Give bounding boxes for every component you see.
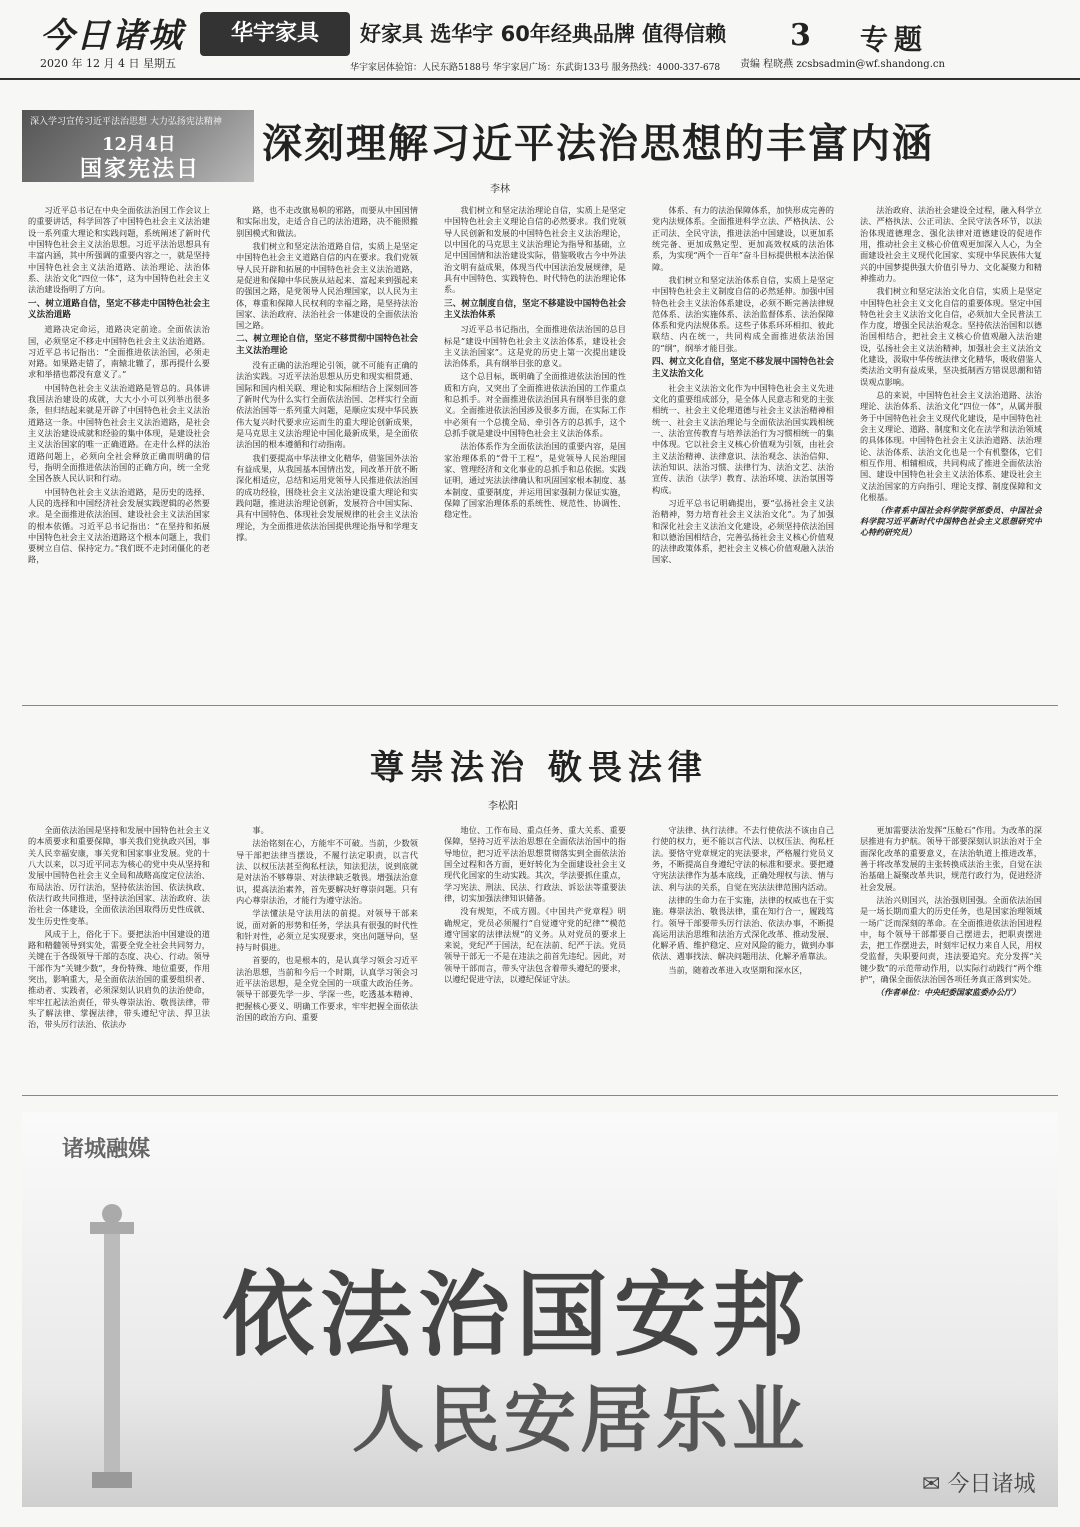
masthead	[0, 0, 1080, 80]
article1-column-3	[444, 205, 626, 697]
paragraph: 我们树立和坚定法治道路自信，实质上是坚定中国特色社会主义道路自信的内在要求。我们党领导人民开辟和拓展的中国特色社会主义法治道路，是促进和保障中华民族从站起来、富起来到强起来的强国之路，是党领导人民治理国家，以人民为主体，尊重和保障人民权利的幸福之路，是坚持法治国家、法治政府、法治社会一体建设的全面依法治国之路。	[236, 240, 418, 331]
section-heading: 二、树立理论自信，坚定不移贯彻中国特色社会主义法治理论	[236, 334, 418, 357]
page-number: 3	[790, 18, 811, 53]
article2-author: 李松阳	[488, 801, 518, 812]
poster-slogan-line-2: 人民安居乐业	[352, 1377, 809, 1462]
banner-subtitle: 深入学习宣传习近平法治思想 大力弘扬宪法精神	[30, 117, 222, 127]
paragraph: 更加需要法治发挥“压舱石”作用。为改革的深层推进有力护航。领导干部要深刻认识法治对于全面深化改革的重要意义，在法治轨道上推进改革，善于将改革发展的主张转换成法治主张，自觉在法治基础上凝聚改革共识，规范行政行为，促进经济社会发展。	[860, 825, 1042, 892]
section-divider	[22, 1095, 1058, 1096]
paragraph: 习近平总书记指出，全面推进依法治国的总目标是“建设中国特色社会主义法治体系，建设社会主义法治国家”。这是党的历史上第一次提出建设法治体系，具有纲举目张的意义。	[444, 324, 626, 369]
banner-title: 国家宪法日	[80, 156, 201, 182]
author-note: （作者系中国社会科学院学部委员、中国社会科学院习近平新时代中国特色社会主义思想研究中心特约研究员）	[860, 505, 1042, 538]
paragraph: 我们要提高中华法律文化精华，借鉴国外法治有益成果，从我国基本国情出发，同改革开放不断深化相适应，总结和运用党领导人民推进依法治国的成功经验，围绕社会主义法治建设重大理论和实践问题，推进法治理论创新，发展符合中国实际、具有中国特色、体现社会发展规律的社会主义法治理论，为全面推进依法治国提供理论指导和学理支撑。	[236, 452, 418, 542]
huabiao-pillar-icon	[82, 1192, 142, 1492]
paragraph: 我们树立和坚定法治体系自信，实质上是坚定中国特色社会主义制度自信的必然延伸。加强中国特色社会主义法治体系建设，必须不断完善法律规范体系、法治实施体系、法治监督体系、法治保障体系和党内法规体系。这些子体系环环相扣、彼此联结、内在统一，共同构成全面推进依法治国的“纲”，纲举才能目张。	[652, 274, 834, 353]
article2-column-3	[444, 825, 626, 1087]
paragraph: 当前，随着改革进入攻坚期和深水区，	[668, 964, 808, 975]
ad-logo: 华宇家具	[200, 12, 350, 56]
ad-slogan: 好家具 选华宇 60年经典品牌 值得信赖	[360, 22, 727, 46]
page-section: 专题	[860, 23, 929, 56]
wechat-account: 今日诸城	[947, 1472, 1036, 1497]
paragraph: 没有规矩，不成方圆。《中国共产党章程》明确规定，党员必须履行“自觉遵守党的纪律”“模范遵守国家的法律法规”的义务。从对党员的要求上来说，党纪严于国法，纪在法前、纪严于法。党员领导干部无一不是在违法之前首先违纪。因此，对领导干部而言，带头守法包含着带头遵纪的要求，以遵纪促进守法，以遵纪保证守法。	[444, 906, 626, 985]
paragraph: 总的来说，中国特色社会主义法治道路、法治理论、法治体系、法治文化“四位一体”，从属并服务于中国特色社会主义现代化建设，是中国特色社会主义理论、道路、制度和文化在法学和法治领域的具体体现。中国特色社会主义法治道路、法治理论、法治体系、法治文化也是一个有机整体，它们相互作用、相辅相成，共同构成了推进全面依法治国、建设中国特色社会主义法治体系、建设社会主义法治国家的方向指引、理论支撑、制度保障和文化根基。	[860, 390, 1042, 502]
paragraph: 守法律、执行法律。不去行使依法不该由自己行使的权力，更不能以言代法、以权压法、徇私枉法。要恪守党章规定的宪法要求，严格履行党员义务，不断提高自身遵纪守法的标准和要求。要把遵守宪法法律作为基本底线，正确处理权与法、情与法、利与法的关系，自觉在宪法法律范围内活动。	[652, 825, 834, 892]
section-divider	[22, 705, 1058, 706]
article1-column-1	[28, 205, 210, 697]
article2-headline: 尊崇法治 敬畏法律	[370, 748, 708, 788]
banner-date: 12月4日	[102, 134, 176, 155]
paragraph: 道路决定命运，道路决定前途。全面依法治国，必须坚定不移走中国特色社会主义法治道路。习近平总书记指出：“全面推进依法治国，必须走对路。如果路走错了，南辕北辙了，那再提什么要求和举措也都没有意义了。”	[28, 324, 210, 380]
article1-author: 李林	[490, 184, 510, 195]
paragraph: 中国特色社会主义法治道路是管总的。具体讲我国法治建设的成就，大大小小可以列举出很多条，但归结起来就是开辟了中国特色社会主义法治道路这一条。中国特色社会主义法治道路，是社会主义法治建设成就和经验的集中体现，是建设社会主义法治国家的唯一正确道路。在走什么样的法治道路问题上，必须向全社会释放正确而明确的信号，指明全面推进依法治国的正确方向，统一全党全国各族人民认识和行动。	[28, 382, 210, 484]
article2-column-1	[28, 825, 210, 1087]
article2-column-5	[860, 825, 1042, 1087]
paragraph: 习近平总书记在中央全面依法治国工作会议上的重要讲话，科学回答了中国特色社会主义法治建设一系列重大理论和实践问题，系统阐述了新时代中国特色社会主义法治思想。习近平法治思想具有丰富内涵，其中所强调的重要内容之一，就是坚持中国特色社会主义法治道路、法治理论、法治体系、法治文化“四位一体”，这为中国特色社会主义法治建设指明了方向。	[28, 205, 210, 295]
poster-slogan-line-1: 依法治国安邦	[222, 1261, 811, 1369]
advertisement	[200, 12, 727, 73]
editor-line: 责编 程晓燕 zcsbsadmin@wf.shandong.cn	[740, 59, 945, 70]
paragraph: 没有正确的法治理论引领，就不可能有正确的法治实践。习近平法治思想从历史和现实相贯通、国际和国内相关联、理论和实际相结合上深刻回答了新时代为什么实行全面依法治国、怎样实行全面依法治国等一系列重大问题，是顺应实现中华民族伟大复兴时代要求应运而生的重大理论创新成果，是马克思主义法治理论中国化最新成果，是全面依法治国的根本遵循和行动指南。	[236, 360, 418, 450]
section-heading: 四、树立文化自信，坚定不移发展中国特色社会主义法治文化	[652, 357, 834, 379]
paragraph: 法治政府、法治社会建设全过程，融入科学立法、严格执法、公正司法、全民守法各环节，以法治体现道德理念、强化法律对道德建设的促进作用，推动社会主义核心价值观更加深入人心，为全面建设社会主义现代化国家、实现中华民族伟大复兴的中国梦提供强大价值引导力、文化凝聚力和精神推动力。	[860, 205, 1042, 283]
paragraph: 社会主义法治文化作为中国特色社会主义先进文化的重要组成部分，是全体人民意志和党的主张相统一、社会主义伦理道德与社会主义法治精神相统一、社会主义法治理论与全面依法治国实践相统一、法治宣传教育与培养法治行为习惯相统一的集中体现。它以社会主义核心价值观为引领，由社会主义法治精神、法律意识、法治观念、法治信仰、法治知识、法治习惯、法律行为、法治文艺、法治宣传、法治（法学）教育、法治环境、法治氛围等构成。	[652, 382, 834, 495]
article1-headline: 深刻理解习近平法治思想的丰富内涵	[262, 121, 934, 167]
section-heading: 三、树立制度自信，坚定不移建设中国特色社会主义法治体系	[444, 298, 626, 321]
paragraph: 法律的生命力在于实施，法律的权威也在于实施。尊崇法治、敬畏法律，重在知行合一，履践笃行。领导干部要带头厉行法治、依法办事，不断提高运用法治思维和法治方式深化改革、推动发展、化解矛盾、维护稳定、应对风险的能力，做到办事依法、遇事找法、解决问题用法、化解矛盾靠法。	[652, 894, 834, 962]
paragraph: 习近平总书记明确提出，要“弘扬社会主义法治精神，努力培育社会主义法治文化”。为了加强和深化社会主义法治文化建设，必须坚持依法治国和以德治国相结合，完善弘扬社会主义核心价值观的法律政策体系，把社会主义核心价值观融入法治国家、	[652, 497, 834, 565]
poster-brand: 诸城融媒	[62, 1137, 151, 1162]
article2-column-4	[652, 825, 834, 1087]
paragraph: 风成于上，俗化于下。要把法治中国建设的道路和精髓领导到实处，需要全党全社会共同努力，关键在于各级领导干部的态度、决心、行动。领导干部作为“关键少数”，身份特殊、地位重要，作用突出，影响重大，是全面依法治国的重要组织者、推动者、实践者，必须深刻认识肩负的法治使命，牢牢扛起法治责任，带头尊崇法治、敬畏法律，带头了解法律、掌握法律，带头遵纪守法、捍卫法治，带头厉行法治、依法办	[28, 928, 210, 1030]
paragraph: 全面依法治国是坚持和发展中国特色社会主义的本质要求和重要保障，事关我们党执政兴国，事关人民幸福安康，事关党和国家事业发展。党的十八大以来，以习近平同志为核心的党中央从坚持和发展中国特色社会主义全局和战略高度定位法治、布局法治、厉行法治，坚持依法治国、依法执政、依法行政共同推进，坚持法治国家、法治政府、法治社会一体建设，全面依法治国取得历史性成就、发生历史性变革。	[28, 825, 210, 926]
section-heading: 一、树立道路自信，坚定不移走中国特色社会主义法治道路	[28, 298, 210, 321]
paragraph: 我们树立和坚定法治文化自信，实质上是坚定中国特色社会主义文化自信的重要体现。坚定中国特色社会主义法治文化自信，必须加大全民普法工作力度，增强全民法治观念。坚持依法治国和以德治国相结合，把社会主义核心价值观融入法治建设，弘扬社会主义法治精神，加强社会主义法治文化建设，汲取中华传统法律文化精华，吸收借鉴人类法治文明有益成果，坚决抵制西方错误思潮和错误观点影响。	[860, 286, 1042, 387]
paragraph: 首要的，也是根本的，是认真学习领会习近平法治思想，当前和今后一个时期，认真学习领会习近平法治思想，是全党全国的一项重大政治任务。领导干部要先学一步、学深一些，吃透基本精神、把握核心要义、明确工作要求，牢牢把握全面依法治国的政治方向、重要	[236, 955, 418, 1022]
wechat-icon: ✉	[922, 1472, 941, 1497]
paragraph: 地位、工作布局、重点任务、重大关系、重要保障，坚持习近平法治思想在全面依法治国中的指导地位，把习近平法治思想贯彻落实到全面依法治国全过程和各方面，更好转化为全面建设社会主义现代化国家的生动实践。其次，学法要抓住重点，学习宪法、刑法、民法、行政法、诉讼法等重要法律，切实加强法律知识储备。	[444, 825, 626, 903]
paragraph: 学法懂法是守法用法的前提。对领导干部来说，面对新的形势和任务，学法具有很强的时代性和针对性，必须立足实现要求，突出问题导向，坚持与时俱进。	[236, 908, 418, 953]
constitution-day-banner	[22, 110, 254, 182]
paragraph: 我们树立和坚定法治理论自信，实质上是坚定中国特色社会主义理论自信的必然要求。我们党领导人民创新和发展的中国特色社会主义法治理论，以中国化的马克思主义法治理论为指导和基础，立足中国国情和法治建设实际，借鉴吸收古今中外法治文明有益成果，体现当代中国法治发展规律，是具有中国特色、实践特色、时代特色的法治理论体系。	[444, 205, 626, 295]
article2-column-2	[236, 825, 418, 1087]
paragraph: 路，也不走改旗易帜的邪路，而要从中国国情和实际出发，走适合自己的法治道路，决不能照搬别国模式和做法。	[236, 205, 418, 238]
paragraph: 事。	[252, 825, 269, 835]
paragraph: 法治兴则国兴，法治强则国强。全面依法治国是一场长期而重大的历史任务，也是国家治理领域一场广泛而深刻的革命。在全面推进依法治国进程中，每个领导干部都要自己摆进去，把职责摆进去，把工作摆进去，时刻牢记权力来自人民，用权受监督，失职要问责，违法要追究。充分发挥“关键少数”的示范带动作用，以实际行动践行“两个维护”，确保全面依法治国各项任务真正落到实处。	[860, 894, 1042, 985]
ad-contact: 华宇家居体验馆：人民东路5188号 华宇家居广场：东武街133号 服务热线：4000-337-678	[350, 63, 721, 73]
paragraph: 这个总目标，既明确了全面推进依法治国的性质和方向，又突出了全面推进依法治国的工作重点和总抓手。对全面推进依法治国具有纲举目张的意义。全面推进依法治国涉及很多方面，在实际工作中必须有一个总揽全局、牵引各方的总抓手，这个总抓手就是建设中国特色社会主义法治体系。	[444, 371, 626, 439]
rule-of-law-poster	[22, 1112, 1058, 1507]
paper-name: 今日诸城	[40, 16, 184, 56]
paragraph: 法治体系作为全面依法治国的重要内容，是国家治理体系的“骨干工程”，是党领导人民治理国家、管理经济和文化事业的总抓手和总依据。实践证明，通过宪法法律确认和巩固国家根本制度、基本制度、重要制度，并运用国家强制力保证实施，保障了国家治理体系的系统性、规范性、协调性、稳定性。	[444, 441, 626, 520]
article1-column-4	[652, 205, 834, 697]
paragraph: 体系、有力的法治保障体系，加快形成完善的党内法规体系。全面推进科学立法、严格执法、公正司法、全民守法，推进法治中国建设，以更加系统完备、更加成熟定型、更加高效权威的法治体系，为实现“两个一百年”奋斗目标提供根本法治保障。	[652, 205, 834, 272]
paragraph: 法治铭刻在心，方能牢不可破。当前，少数领导干部把法律当摆设，不履行法定职责，以言代法、以权压法甚至徇私枉法，知法犯法，说到底就是对法治不够尊崇、对法律缺乏敬畏。增强法治意识，提高法治素养，首先要解决好尊崇问题。只有内心尊崇法治，才能行为遵守法治。	[236, 838, 418, 905]
article1-column-2	[236, 205, 418, 697]
paragraph: 中国特色社会主义法治道路，是历史的选择、人民的选择和中国经济社会发展实践逻辑的必然要求。是全面推进依法治国、建设社会主义法治国家的根本依循。习近平总书记指出：“在坚持和拓展中国特色社会主义法治道路这个根本问题上，我们要树立自信、保持定力。”我们既不走封闭僵化的老路，	[28, 486, 210, 565]
wechat-watermark	[922, 1467, 1035, 1498]
author-note: （作者单位：中央纪委国家监委办公厅）	[876, 987, 1020, 998]
article1-column-5	[860, 205, 1042, 697]
dateline: 2020 年 12 月 4 日 星期五	[40, 57, 176, 70]
